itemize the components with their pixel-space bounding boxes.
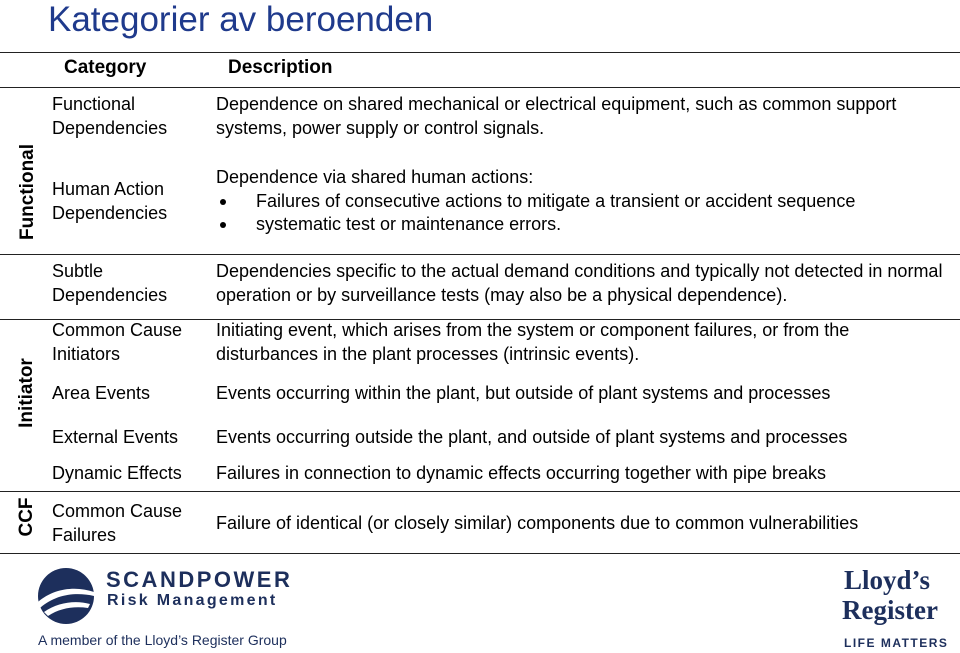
- description-cell: Events occurring outside the plant, and outside of plant systems and processes: [216, 427, 848, 447]
- divider-top: [0, 52, 960, 53]
- description-cell: Initiating event, which arises from the system or component failures, or from the disturbances in the plant processes (intrinsic events).: [216, 320, 850, 364]
- category-cell: Common Cause Initiators: [52, 320, 183, 364]
- divider-bottom: [0, 553, 960, 554]
- description-cell: Dependence on shared mechanical or electrical equipment, such as common support systems, power supply or control signals.: [216, 94, 897, 138]
- company-name: SCANDPOWER: [106, 567, 293, 592]
- svg-text:Lloyd’s: Lloyd’s: [844, 565, 931, 595]
- divider-initiator: [0, 491, 960, 492]
- column-header-description: Description: [228, 57, 333, 78]
- divider-header: [0, 87, 960, 88]
- svg-text:Register: Register: [842, 595, 938, 625]
- slide-title: Kategorier av beroenden: [48, 0, 434, 39]
- category-cell: Area Events: [52, 383, 151, 403]
- bullet-item: Failures of consecutive actions to mitigate a transient or accident sequence: [216, 190, 956, 214]
- category-cell: External Events: [52, 427, 179, 447]
- description-cell: Events occurring within the plant, but outside of plant systems and processes: [216, 383, 831, 403]
- group-label-initiator: Initiator: [16, 358, 37, 428]
- description-cell: Failure of identical (or closely similar) components due to common vulnerabilities: [216, 513, 859, 533]
- category-cell: Subtle Dependencies: [52, 261, 168, 305]
- bullet-list: [216, 190, 956, 237]
- company-subtitle: Risk Management: [107, 592, 278, 609]
- description-cell: [216, 166, 956, 237]
- description-cell: Dependencies specific to the actual demand conditions and typically not detected in normal operation or by surveillance tests (may also be a physical dependence).: [216, 261, 943, 305]
- partner-tagline: LIFE MATTERS: [844, 636, 949, 650]
- partner-logo: [840, 563, 940, 638]
- group-label-ccf: CCF: [16, 497, 37, 537]
- category-cell: Human Action Dependencies: [52, 179, 168, 223]
- category-cell: Dynamic Effects: [52, 463, 182, 483]
- category-cell: Common Cause Failures: [52, 501, 183, 545]
- member-text: A member of the Lloyd’s Register Group: [38, 632, 287, 648]
- description-text: Dependence via shared human actions:: [216, 167, 534, 187]
- bullet-item: systematic test or maintenance errors.: [216, 213, 956, 237]
- divider-functional: [0, 254, 960, 255]
- column-header-category: Category: [64, 57, 147, 78]
- description-cell: Failures in connection to dynamic effects occurring together with pipe breaks: [216, 463, 826, 483]
- group-label-functional: Functional: [17, 143, 38, 241]
- category-cell: Functional Dependencies: [52, 94, 168, 138]
- globe-swoosh-icon: [36, 566, 96, 631]
